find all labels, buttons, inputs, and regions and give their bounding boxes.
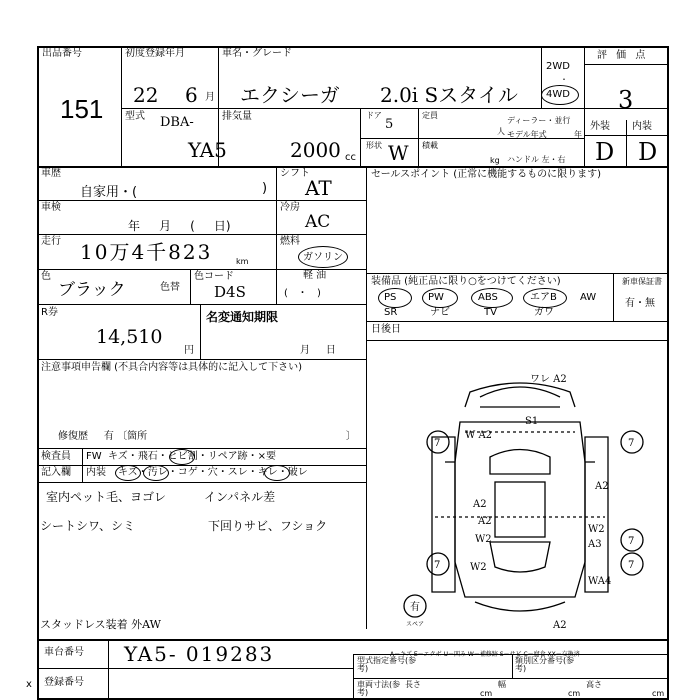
date-label: 日後日 [371,324,401,335]
interior-label: 内装 [632,121,652,132]
fuel-diesel: 軽 油 [303,270,327,281]
note-under: 下回りサビ、フショク [208,519,328,533]
stone-circle [169,449,195,465]
recycle-label: R券 [41,307,58,318]
shape: W [388,141,409,165]
capacity-label: 定員 [422,111,438,120]
model-label: 型式 [125,111,145,122]
height-label: 高さ [586,680,602,689]
diagram-label-a2-lower: A2 [478,516,492,527]
diagram-label-w2-right: W2 [588,524,605,535]
month-unit: 月 [205,92,215,103]
car-diagram [370,362,666,637]
fuel-label: 燃料 [280,236,300,247]
equip-sr: SR [384,307,398,318]
reg-year: 22 [133,83,159,107]
note-panel: インパネル差 [204,490,276,504]
exterior-label: 外装 [590,121,610,132]
diagram-label-a3: A3 [588,539,602,550]
repair-close: 〕 [346,431,356,442]
notice-label: 名変通知期限 [206,310,279,324]
front-bumper-shape [480,387,560,397]
exterior-grade: D [595,138,615,166]
abs-circle [471,288,513,308]
color-divider [190,269,191,304]
color-label: 色 [41,271,51,282]
fuel-gas-circle [298,246,348,268]
tire-fl: 7 [434,438,441,449]
registration-label: 登録番号 [44,677,84,688]
dimension-ref-label: 車両寸法(参考) [357,680,401,697]
ac-value: AC [305,212,331,232]
drive-4wd-circle [541,85,579,105]
inspection-label: 車検 [41,202,61,213]
color-value: ブラック [58,280,126,300]
equip-airbag: エアB [530,292,557,303]
equip-ps: PS [384,292,397,303]
damage-legend: A－キズ E－エクボ U－凹み W－補修跡 S－サビ C－腐食 XX－交換済 [390,651,580,658]
shape-label: 形状 [366,141,382,150]
diagram-label-w2-left: W2 [475,534,492,545]
repair-history: 修復歴 有 〔箇所 [58,431,148,442]
displacement: 2000 [290,138,341,162]
right-side-shape [585,437,608,592]
handle-label: ハンドル 左・右 [507,155,566,164]
diagram-label-a2-right: A2 [595,481,609,492]
roof-shape [495,482,545,537]
mileage-label: 走行 [41,236,61,247]
length-unit: cm [480,689,493,698]
equip-aw: AW [580,292,597,303]
pw-circle [422,288,458,308]
cc-unit: cc [345,152,356,163]
interior-line: キズ・汚レ・コゲ・穴・スレ・キレ・破レ [118,467,308,478]
drive-2wd: 2WD [546,61,570,72]
fuel-gas: ガソリン [303,252,343,263]
dirt-circle [143,465,169,481]
drive-4wd: 4WD [546,89,570,100]
lot-number: 151 [60,94,104,124]
note-pet-hair: 室内ペット毛、ヨゴレ [46,490,167,504]
interior-row-label: 内装 [86,467,106,478]
tire-fr: 7 [628,438,635,449]
fw-line: FW キズ・飛石・ヒビ割・リペア跡・×要 [86,451,276,462]
diagram-label-wa4: WA4 [588,576,612,587]
note-seat: シートシワ、シミ [40,519,136,533]
mileage: 10万4千823 [80,240,213,264]
interior-grade: D [638,138,658,166]
reg-month: 6 [185,83,198,107]
history-value: 自家用・( [80,185,138,200]
model-designation-label: 型式指定番号(参考) [357,656,417,673]
door-label: ドア [366,111,382,120]
spare-label: スペア [406,621,425,628]
diagram-label-s1: S1 [525,416,539,427]
score-value: 3 [618,86,634,114]
inspector-label-2: 記入欄 [41,467,71,478]
chassis-number: YA5- 019283 [124,642,275,666]
warranty-value: 有・無 [625,298,655,309]
ps-circle [378,288,412,308]
kg-unit: kg [490,156,500,165]
equip-tv: TV [484,307,497,318]
doors: 5 [385,117,394,132]
equip-pw: PW [428,292,444,303]
color-code-label: 色コード [194,271,234,282]
history-close: ) [262,181,268,196]
model-code: YA5 [188,138,227,162]
inspection-value: 年 月 ( 日) [128,219,231,233]
dealer-label: ディーラー・並行 [507,116,571,125]
selling-points-label: セールスポイント (正常に機能するものに限ります) [371,169,602,180]
score-label: 評 価 点 [597,50,649,61]
person-unit: 人 [497,127,505,136]
windshield-shape [490,450,550,475]
repaint-label: 色替 [160,282,180,293]
diagram-label-a2-rear: A2 [553,620,567,631]
recycle-fee: 14,510 [96,326,163,348]
ac-label: 冷房 [280,202,300,213]
model-prefix: DBA- [160,115,194,130]
grade: 2.0i Sスタイル [380,83,518,107]
shift-label: シフト [280,168,310,179]
equip-gawa: ガワ [534,307,554,318]
displacement-label: 排気量 [222,111,252,122]
warranty-label: 新車保証書 [622,277,662,286]
note-studless: スタッドレス装着 外AW [40,618,161,631]
scratch-circle [115,465,141,481]
reg-year-label: 初度登録年月 [125,48,185,59]
km-unit: km [236,257,249,266]
car-name: エクシーガ [240,83,340,107]
fuel-paren: ( ・ ) [284,288,321,299]
equip-abs: ABS [478,292,498,303]
diagram-label-a2-mid: A2 [473,499,487,510]
length-label: 長さ [405,680,421,689]
yen-unit: 円 [184,345,194,356]
inspector-label-1: 検査員 [41,451,71,462]
notice-value: 月 日 [300,345,336,356]
tire-rl: 7 [434,560,441,571]
car-name-label: 車名・グレード [222,48,292,59]
lot-label: 出品番号 [42,48,82,59]
chassis-label: 車台番号 [44,647,84,658]
rear-bumper-shape [475,602,565,611]
diagram-label-wa2: W A2 [465,430,493,441]
history-label: 車歴 [41,168,61,179]
cross-mark: x [26,679,32,690]
width-unit: cm [568,689,581,698]
tire-extra: 7 [628,536,635,547]
width-label: 幅 [498,680,506,689]
wear-circle [264,465,290,481]
model-year-label: モデル年式 年 [507,130,582,139]
drive-dot: ・ [560,75,568,84]
load-label: 積載 [422,141,438,150]
notes-label: 注意事項申告欄 (不具合内容等は具体的に記入して下さい) [41,362,302,373]
color-code: D4S [214,283,246,301]
diagram-label-w2-rear: W2 [470,562,487,573]
height-unit: cm [652,689,665,698]
category-label: 類別区分番号(参考) [515,656,575,673]
shift-value: AT [305,176,332,200]
rear-window-shape [490,542,550,572]
spare-tire-value: 有 [410,602,420,613]
tire-rr: 7 [628,560,635,571]
equipment-label: 装備品 (純正品に限り○をつけてください) [371,276,561,287]
diagram-top-note: ワレ A2 [530,374,567,385]
airbag-circle [523,288,567,308]
equip-navi: ナビ [430,307,450,318]
